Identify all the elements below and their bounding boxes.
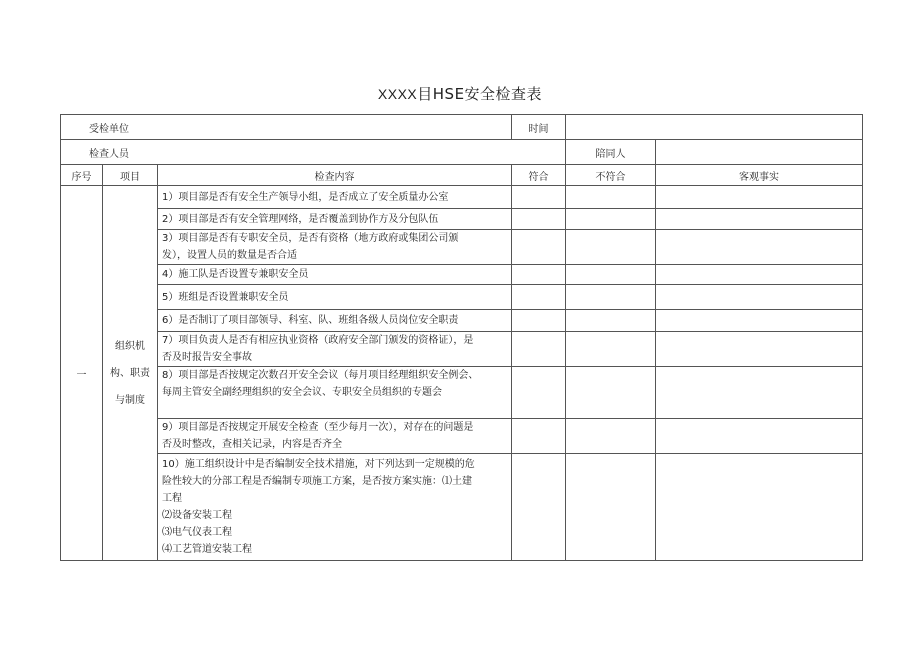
- check-item-line: 工程: [162, 493, 182, 504]
- time-label: 时间: [512, 115, 566, 140]
- check-item-content: [158, 454, 512, 561]
- check-item-line: ⑷工艺管道安装工程: [162, 544, 252, 555]
- pass-cell[interactable]: [512, 367, 566, 419]
- header-no: 序号: [61, 165, 103, 186]
- fail-cell[interactable]: [566, 186, 656, 209]
- pass-cell[interactable]: [512, 332, 566, 367]
- category-line: 构、职责: [110, 367, 150, 379]
- header-row: [61, 165, 863, 186]
- fact-cell[interactable]: [656, 186, 863, 209]
- fail-cell[interactable]: [566, 285, 656, 310]
- check-item-line: ⑵设备安装工程: [162, 510, 232, 521]
- check-item-content: [158, 332, 512, 367]
- time-value-cell[interactable]: [566, 115, 863, 140]
- check-item-line: ⑶电气仪表工程: [162, 527, 232, 538]
- companion-label: 陪同人: [566, 140, 656, 165]
- check-item-content: [158, 310, 512, 332]
- fact-cell[interactable]: [656, 310, 863, 332]
- check-item-line: 1）项目部是否有安全生产领导小组，是否成立了安全质量办公室: [162, 191, 449, 203]
- fact-cell[interactable]: [656, 230, 863, 265]
- category-line: 与制度: [115, 394, 145, 406]
- fact-cell[interactable]: [656, 332, 863, 367]
- fail-cell[interactable]: [566, 209, 656, 230]
- companion-value-cell[interactable]: [656, 140, 863, 165]
- check-item-content: [158, 419, 512, 454]
- section-category: [103, 186, 158, 561]
- check-item-line: 发），设置人员的数量是否合适: [162, 250, 297, 261]
- fact-cell[interactable]: [656, 265, 863, 285]
- check-item-content: [158, 265, 512, 285]
- pass-cell[interactable]: [512, 265, 566, 285]
- check-item-content: [158, 230, 512, 265]
- check-item-line: 2）项目部是否有安全管理网络，是否覆盖到协作方及分包队伍: [162, 213, 439, 225]
- fail-cell[interactable]: [566, 454, 656, 561]
- check-item-content: [158, 285, 512, 310]
- title-main: 目HSE安全检查表: [417, 85, 543, 103]
- fail-cell[interactable]: [566, 367, 656, 419]
- check-item-line: 4）施工队是否设置专兼职安全员: [162, 269, 309, 280]
- check-item-line: 3）项目部是否有专职安全员，是否有资格（地方政府或集团公司颁: [162, 233, 459, 244]
- checklist-row: [61, 209, 863, 230]
- fact-cell[interactable]: [656, 209, 863, 230]
- fail-cell[interactable]: [566, 310, 656, 332]
- check-item-content: [158, 186, 512, 209]
- checklist-row: [61, 332, 863, 367]
- pass-cell[interactable]: [512, 209, 566, 230]
- check-item-content: [158, 367, 512, 419]
- page-title: [0, 83, 920, 104]
- checklist-row: [61, 367, 863, 419]
- info-row-inspector: [61, 140, 863, 165]
- fail-cell[interactable]: [566, 332, 656, 367]
- fact-cell[interactable]: [656, 419, 863, 454]
- pass-cell[interactable]: [512, 285, 566, 310]
- header-pass: 符合: [512, 165, 566, 186]
- inspection-table: [60, 114, 863, 561]
- unit-label: 受检单位: [61, 115, 512, 140]
- fail-cell[interactable]: [566, 419, 656, 454]
- check-item-content: [158, 209, 512, 230]
- fact-cell[interactable]: [656, 285, 863, 310]
- header-fail: 不符合: [566, 165, 656, 186]
- pass-cell[interactable]: [512, 230, 566, 265]
- inspector-label: 检查人员: [61, 140, 566, 165]
- fail-cell[interactable]: [566, 265, 656, 285]
- header-content: 检查内容: [158, 165, 512, 186]
- check-item-line: 9）项目部是否按规定开展安全检查（至少每月一次），对存在的问题是: [162, 422, 474, 433]
- checklist-row: [61, 454, 863, 561]
- check-item-line: 8）项目部是否按规定次数召开安全会议（每月项目经理组织安全例会、: [162, 370, 479, 381]
- check-item-line: 7）项目负责人是否有相应执业资格（政府安全部门颁发的资格证），是: [162, 335, 474, 346]
- title-prefix: XXXX: [377, 86, 418, 102]
- checklist-row: [61, 265, 863, 285]
- check-item-line: 险性较大的分部工程是否编制专项施工方案，是否按方案实施：⑴土建: [162, 476, 472, 487]
- fail-cell[interactable]: [566, 230, 656, 265]
- check-item-line: 6）是否制订了项目部领导、科室、队、班组各级人员岗位安全职责: [162, 315, 459, 326]
- fact-cell[interactable]: [656, 367, 863, 419]
- check-item-line: 每周主管安全副经理组织的安全会议、专职安全员组织的专题会: [162, 387, 442, 398]
- pass-cell[interactable]: [512, 186, 566, 209]
- category-line: 组织机: [115, 340, 145, 352]
- checklist-row: [61, 310, 863, 332]
- check-item-line: 否及时报告安全事故: [162, 352, 252, 363]
- checklist-row: [61, 230, 863, 265]
- items-body: [61, 186, 863, 561]
- check-item-line: 10）施工组织设计中是否编制安全技术措施，对下列达到一定规模的危: [162, 459, 475, 470]
- checklist-row: [61, 419, 863, 454]
- info-row-unit: [61, 115, 863, 140]
- pass-cell[interactable]: [512, 310, 566, 332]
- pass-cell[interactable]: [512, 419, 566, 454]
- section-number: 一: [61, 186, 103, 561]
- header-item: 项目: [103, 165, 158, 186]
- fact-cell[interactable]: [656, 454, 863, 561]
- pass-cell[interactable]: [512, 454, 566, 561]
- check-item-line: 否及时整改，查相关记录，内容是否齐全: [162, 439, 342, 450]
- check-item-line: 5）班组是否设置兼职安全员: [162, 291, 289, 303]
- check-item-line: [162, 401, 507, 418]
- header-fact: 客观事实: [656, 165, 863, 186]
- checklist-row: [61, 186, 863, 209]
- checklist-row: [61, 285, 863, 310]
